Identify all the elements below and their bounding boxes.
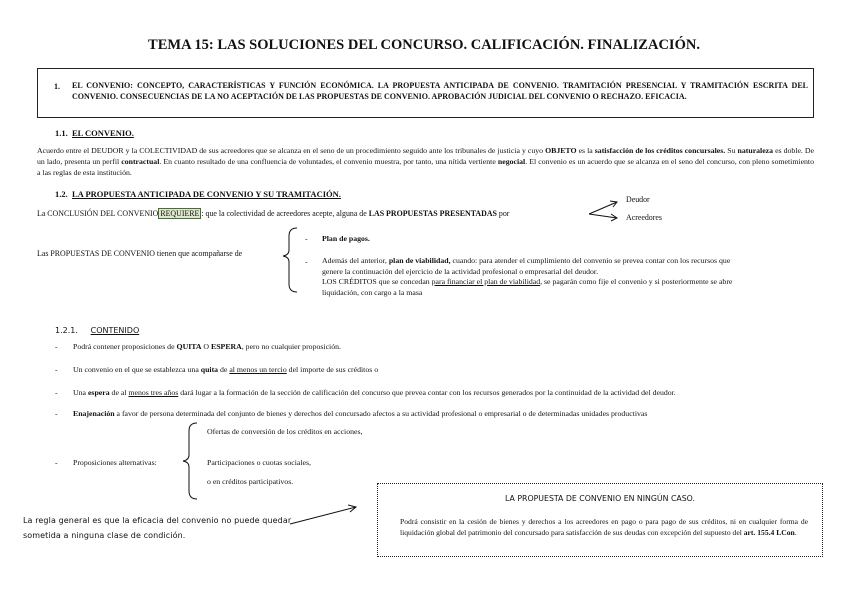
- hand-note-line-1: La regla general es que la eficacia del convenio no puede quedar: [23, 516, 292, 525]
- ningun-caso-body: Podrá consistir en la cesión de bienes y derechos a los acreedores en pago o para pago de sus créditos, ni en cualquier forma de liquidación global del patrimonio del concursado para satisfacción de sus deudas con excepción del supuesto del art. 155.4 LCon.: [400, 517, 808, 537]
- plan-de-pagos: Plan de pagos.: [322, 234, 370, 243]
- dash-l1: -: [55, 342, 58, 351]
- dash-1: -: [305, 234, 308, 243]
- deudor-label: Deudor: [626, 195, 650, 204]
- contenido-line-2: Un convenio en el que se establezca una quita de al menos un tercio del importe de sus créditos o: [73, 365, 379, 374]
- brace-propuestas: [283, 228, 297, 292]
- page-title: TEMA 15: LAS SOLUCIONES DEL CONCURSO. CALIFICACIÓN. FINALIZACIÓN.: [148, 37, 700, 53]
- heading-1-2: 1.2. LA PROPUESTA ANTICIPADA DE CONVENIO Y SU TRAMITACIÓN.: [55, 189, 341, 199]
- proposiciones-alternativas-label: Proposiciones alternativas:: [73, 458, 157, 467]
- heading-1-2-1: 1.2.1. CONTENIDO: [55, 326, 140, 335]
- requiere-highlight: REQUIERE: [160, 209, 200, 218]
- alt-item-1: Ofertas de conversión de los créditos en acciones,: [207, 427, 363, 436]
- contenido-line-4: Enajenación a favor de persona determinada del conjunto de bienes y derechos del concursado afectos a su actividad profesional o empresarial o de determinadas unidades productivas: [73, 409, 648, 418]
- arrow-hand-note: [290, 505, 356, 524]
- contenido-line-1: Podrá contener proposiciones de QUITA O ESPERA, pero no cualquier proposición.: [73, 342, 341, 351]
- section-1-box: [37, 68, 814, 118]
- dash-l2: -: [55, 365, 58, 374]
- ningun-caso-box: [377, 483, 823, 557]
- dash-l3: -: [55, 388, 58, 397]
- dash-l4: -: [55, 409, 58, 418]
- section-1-number: 1.: [54, 82, 60, 91]
- contenido-line-3: Una espera de al menos tres años dará lugar a la formación de la sección de calificación del concurso que prevea contar con los recursos generados por la continuidad de la actividad del deudor.: [73, 388, 676, 397]
- section-1-heading: EL CONVENIO: CONCEPTO, CARACTERÍSTICAS Y FUNCIÓN ECONÓMICA. LA PROPUESTA ANTICIPADA DE CONVENIO. TRAMITACIÓN PRESENCIAL Y TRAMITACIÓN ESCRITA DEL CONVENIO. CONSECUENCIAS DE LA NO ACEPTACIÓN DE LAS PROPUESTAS DE CONVENIO. APROBACIÓN JUDICIAL DEL CONVENIO O RECHAZO. EFICACIA.: [72, 81, 808, 101]
- ningun-caso-title: LA PROPUESTA DE CONVENIO EN NINGÚN CASO.: [505, 494, 695, 503]
- acreedores-label: Acreedores: [626, 213, 662, 222]
- alt-item-2: Participaciones o cuotas sociales,: [207, 458, 311, 467]
- heading-1-1: 1.1. EL CONVENIO.: [55, 128, 134, 138]
- brace-alternativas: [183, 423, 197, 499]
- propuestas-label: Las PROPUESTAS DE CONVENIO tienen que acompañarse de: [37, 249, 243, 258]
- alt-item-3: o en créditos participativos.: [207, 477, 294, 486]
- dash-l5: -: [55, 458, 58, 467]
- dash-2: -: [305, 257, 308, 266]
- arrow-deudor: [589, 201, 617, 214]
- conclusion-line: La CONCLUSIÓN DEL CONVENIO REQUIERE : que la colectividad de acreedores acepte, alguna de LAS PROPUESTAS PRESENTADAS por: [37, 209, 510, 218]
- hand-note-line-2: sometida a ninguna clase de condición.: [23, 531, 186, 540]
- plan-viabilidad-text: Además del anterior, plan de viabilidad, cuando: para atender el cumplimiento del convenio se prevea contar con los recursos que genere la continuación del ejercicio de la actividad profesional o empresarial del deudor. LOS CRÉDITOS que se concedan para financiar el plan de viabilidad, se pagarán como fije el convenio y si posteriormente se abre liquidación, con cargo a la masa: [322, 256, 733, 297]
- convenio-paragraph: Acuerdo entre el DEUDOR y la COLECTIVIDAD de sus acreedores que se alcanza en el seno de un procedimiento seguido ante los tribunales de justicia y cuyo OBJETO es la satisfacción de los créditos concursales. Su naturaleza es doble. De un lado, presenta un perfil contractual. En cuanto resultado de una confluencia de voluntades, el convenio muestra, por tanto, una nítida vertiente negocial. El convenio es un acuerdo que se alcanza en el seno del concurso, con pleno sometimiento a las reglas de esta institución.: [37, 146, 814, 177]
- arrow-acreedores: [589, 214, 617, 221]
